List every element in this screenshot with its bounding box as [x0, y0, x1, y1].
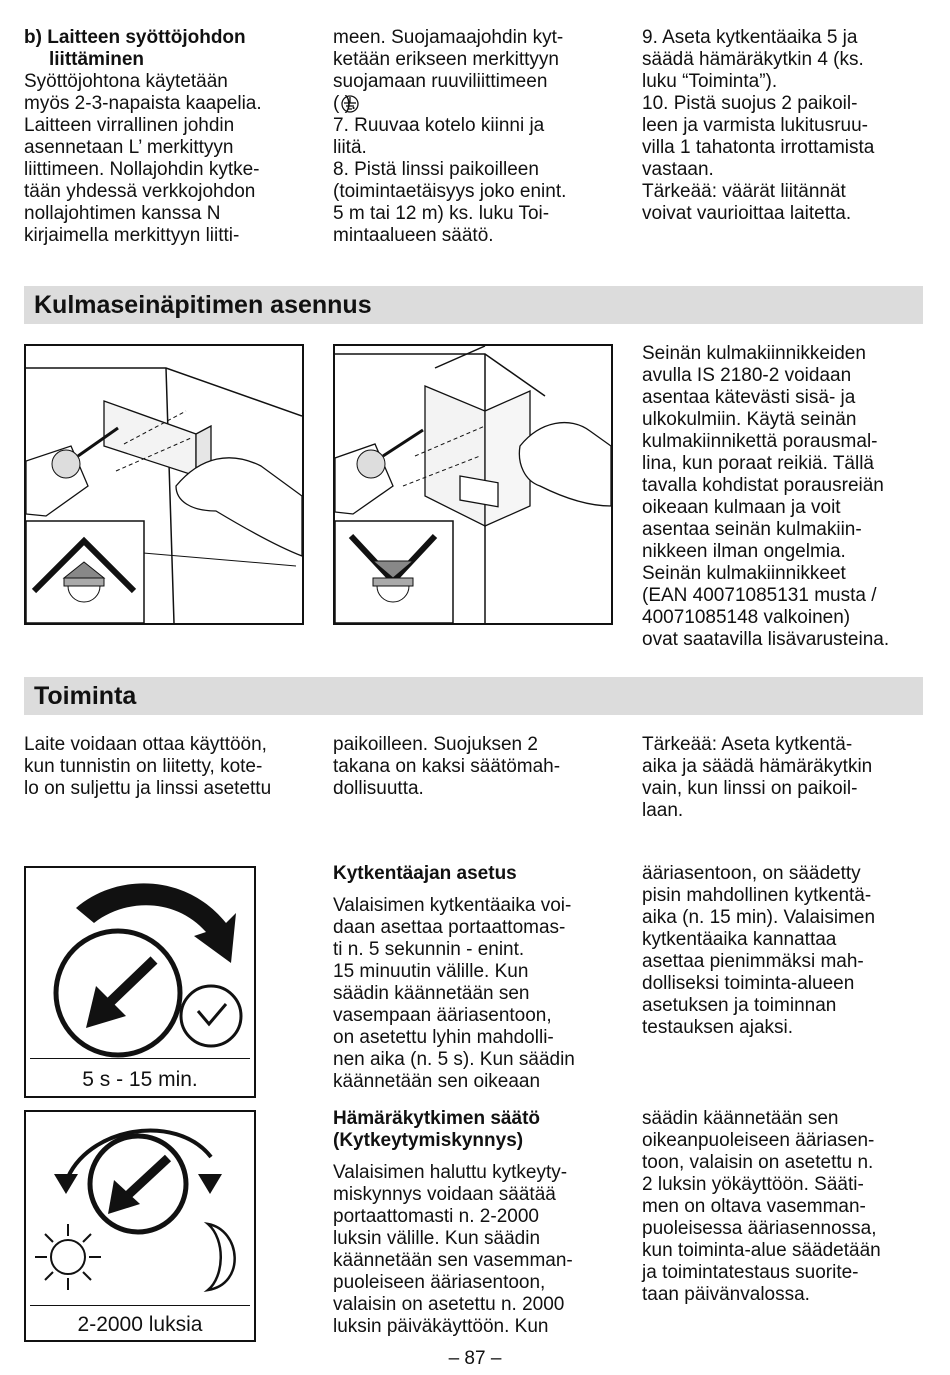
lux-range-caption: 2-2000 luksia: [77, 1313, 203, 1336]
operation-col3: [642, 734, 872, 822]
paragraph-line: vain, kun linssi on paikoil-: [642, 778, 858, 799]
page-number: – 87 –: [448, 1348, 502, 1369]
paragraph-line: dollisuutta.: [333, 778, 424, 799]
paragraph-line: on asetettu lyhin mahdolli-: [333, 1027, 554, 1048]
paragraph-line: toon, valaisin on asetettu n.: [642, 1152, 874, 1173]
paragraph-line: kun tunnistin on liitetty, kote-: [24, 756, 263, 777]
paragraph-line: ääriasentoon, on säädetty: [642, 863, 861, 884]
paragraph-line: Valaisimen kytkentäaika voi-: [333, 895, 572, 916]
paragraph-line: lina, kun poraat reikiä. Tällä: [642, 453, 874, 474]
paragraph-line: testauksen ajaksi.: [642, 1017, 794, 1038]
paragraph-line: kytkentäaika kannattaa: [642, 929, 837, 950]
twilight-heading-line1: Hämäräkytkimen säätö: [333, 1108, 540, 1129]
paragraph-line: leen ja varmista lukitusruu-: [642, 115, 868, 136]
operation-col1: [24, 734, 271, 800]
paragraph-line: tään yhdessä verkkojohdon: [24, 181, 256, 202]
paragraph-line: asettaa pienimmäksi mah-: [642, 951, 864, 972]
paragraph-line: 2 luksin yökäyttöön. Sääti-: [642, 1174, 864, 1195]
paragraph-line: (toimintaetäisyys joko enint.: [333, 181, 567, 202]
paragraph-line: Valaisimen haluttu kytkeyty-: [333, 1162, 568, 1183]
paragraph-line: aika (n. 15 min). Valaisimen: [642, 907, 876, 928]
paragraph-line: men on oltava vasemman-: [642, 1196, 866, 1217]
paragraph-line: Syöttöjohtona käytetään: [24, 71, 228, 92]
paragraph-line: pisin mahdollinen kytkentä-: [642, 885, 872, 906]
paragraph-line: liittimeen. Nollajohdin kytke-: [24, 159, 260, 180]
paragraph-line: kirjaimella merkittyyn liitti-: [24, 225, 240, 246]
paragraph-line: asentaa seinän kulmakiin-: [642, 519, 862, 540]
paragraph-line: puoleisessa ääriasennossa,: [642, 1218, 877, 1239]
paragraph-line: vastaan.: [642, 159, 714, 180]
paragraph-line: laan.: [642, 800, 684, 821]
ground-symbol-icon: [341, 95, 359, 113]
paragraph-line: säädin käännetään sen: [333, 983, 530, 1004]
paragraph-line: (EAN 40071085131 musta /: [642, 585, 877, 606]
paragraph-line: puoleiseen ääriasentoon,: [333, 1272, 546, 1293]
paragraph-line: paikoilleen. Suojuksen 2: [333, 734, 538, 755]
paragraph-line: Tärkeää: väärät liitännät: [642, 181, 846, 202]
section-title: Kulmaseinäpitimen asennus: [34, 291, 372, 319]
paragraph-line: säädä hämäräkytkin 4 (ks.: [642, 49, 864, 70]
paragraph-line: suojamaan ruuviliittimeen: [333, 71, 548, 92]
paragraph-line: käännetään sen vasemman-: [333, 1250, 573, 1271]
paragraph-line: meen. Suojamaajohdin kyt-: [333, 27, 564, 48]
paragraph-line: oikeaan kulmaan ja voit: [642, 497, 841, 518]
paragraph-line: asentaa kätevästi sisä- ja: [642, 387, 856, 408]
paragraph-line: valaisin on asetettu n. 2000: [333, 1294, 565, 1315]
paragraph-line: mintaalueen säätö.: [333, 225, 494, 246]
paragraph-line: 40071085148 valkoinen): [642, 607, 851, 628]
paragraph-line: ovat saatavilla lisävarusteina.: [642, 629, 890, 650]
paragraph-line: dolliseksi toiminta-alueen: [642, 973, 855, 994]
paragraph-line: luksin päiväkäyttöön. Kun: [333, 1316, 549, 1337]
paragraph-line: voivat vaurioittaa laitetta.: [642, 203, 852, 224]
outer-corner-illustration: [333, 344, 613, 625]
section-band-corner-mount: [24, 286, 923, 324]
paragraph-line: lo on suljettu ja linssi asetettu: [24, 778, 272, 799]
paragraph-line: portaattomasti n. 2-2000: [333, 1206, 539, 1227]
paragraph-line: asennetaan L’ merkittyyn: [24, 137, 234, 158]
paragraph-line: taan päivänvalossa.: [642, 1284, 810, 1305]
time-setting-col2: [333, 863, 575, 1093]
paragraph-line: ti n. 5 sekunnin - enint.: [333, 939, 525, 960]
twilight-heading-line2: (Kytkeytymiskynnys): [333, 1130, 524, 1151]
paragraph-line: 7. Ruuvaa kotelo kiinni ja: [333, 115, 545, 136]
paragraph-line: 9. Aseta kytkentäaika 5 ja: [642, 27, 858, 48]
paragraph-line: Laitteen virrallinen johdin: [24, 115, 235, 136]
paragraph-line: ja toimintatestaus suorite-: [642, 1262, 859, 1283]
twilight-dial-icon-box: [24, 1110, 256, 1342]
paragraph-line: Seinän kulmakiinnikkeet: [642, 563, 846, 584]
clock-icon: [181, 986, 241, 1046]
corner-mount-text: [642, 343, 889, 651]
section-title: Toiminta: [34, 682, 137, 710]
col1-top: [24, 27, 262, 247]
paragraph-line: liitä.: [333, 137, 367, 158]
time-setting-col3: [642, 863, 875, 1039]
paragraph-line: myös 2-3-napaista kaapelia.: [24, 93, 262, 114]
paragraph-line: ketään erikseen merkittyyn: [333, 49, 559, 70]
time-dial-icon-box: [24, 866, 256, 1098]
sun-icon: [35, 1224, 101, 1290]
paragraph-line: miskynnys voidaan säätää: [333, 1184, 556, 1205]
paragraph-line: nollajohtimen kanssa N: [24, 203, 221, 224]
paragraph-line: oikeanpuoleiseen ääriasen-: [642, 1130, 875, 1151]
time-setting-heading: Kytkentäajan asetus: [333, 863, 517, 884]
paragraph-line: villa 1 tahatonta irrottamista: [642, 137, 875, 158]
paragraph-line: aika ja säädä hämäräkytkin: [642, 756, 873, 777]
operation-col2: [333, 734, 560, 800]
paragraph-line: nen aika (n. 5 s). Kun säädin: [333, 1049, 575, 1070]
paragraph-line: Laite voidaan ottaa käyttöön,: [24, 734, 267, 755]
caption-divider: [30, 1058, 250, 1059]
paragraph-line: asetuksen ja toiminnan: [642, 995, 837, 1016]
paragraph-line: ( ).: [333, 93, 566, 115]
paragraph-line: 5 m tai 12 m) ks. luku Toi-: [333, 203, 550, 224]
paragraph-line: daan asettaa portaattomas-: [333, 917, 566, 938]
paragraph-line: Tärkeää: Aseta kytkentä-: [642, 734, 853, 755]
time-range-caption: 5 s - 15 min.: [82, 1068, 198, 1091]
paragraph-line: 15 minuutin välille. Kun: [333, 961, 529, 982]
inner-corner-illustration: [24, 344, 304, 625]
section-band-operation: [24, 677, 923, 715]
twilight-col2: [333, 1108, 573, 1338]
moon-icon: [208, 1224, 235, 1290]
paragraph-line: ulkokulmiin. Käytä seinän: [642, 409, 857, 430]
paragraph-line: vasempaan ääriasentoon,: [333, 1005, 552, 1026]
paragraph-line: tavalla kohdistat porausreiän: [642, 475, 884, 496]
caption-divider: [30, 1305, 250, 1306]
connection-heading-line1: b) Laitteen syöttöjohdon: [24, 27, 246, 48]
paragraph-line: 10. Pistä suojus 2 paikoil-: [642, 93, 858, 114]
col3-top: [642, 27, 874, 225]
paragraph-line: takana on kaksi säätömah-: [333, 756, 561, 777]
paragraph-line: säädin käännetään sen: [642, 1108, 839, 1129]
paragraph-line: luku “Toiminta”).: [642, 71, 778, 92]
paragraph-line: kun toiminta-alue säädetään: [642, 1240, 881, 1261]
paragraph-line: 8. Pistä linssi paikoilleen: [333, 159, 539, 180]
connection-heading-line2: liittäminen: [49, 49, 145, 70]
paragraph-line: käännetään sen oikeaan: [333, 1071, 541, 1092]
paragraph-line: luksin välille. Kun säädin: [333, 1228, 541, 1249]
paragraph-line: Seinän kulmakiinnikkeiden: [642, 343, 866, 364]
paragraph-line: nikkeen ilman ongelmia.: [642, 541, 846, 562]
twilight-col3: [642, 1108, 881, 1306]
paragraph-line: avulla IS 2180-2 voidaan: [642, 365, 852, 386]
col2-top: [333, 27, 566, 247]
paragraph-line: kulmakiinnikettä porausmal-: [642, 431, 878, 452]
